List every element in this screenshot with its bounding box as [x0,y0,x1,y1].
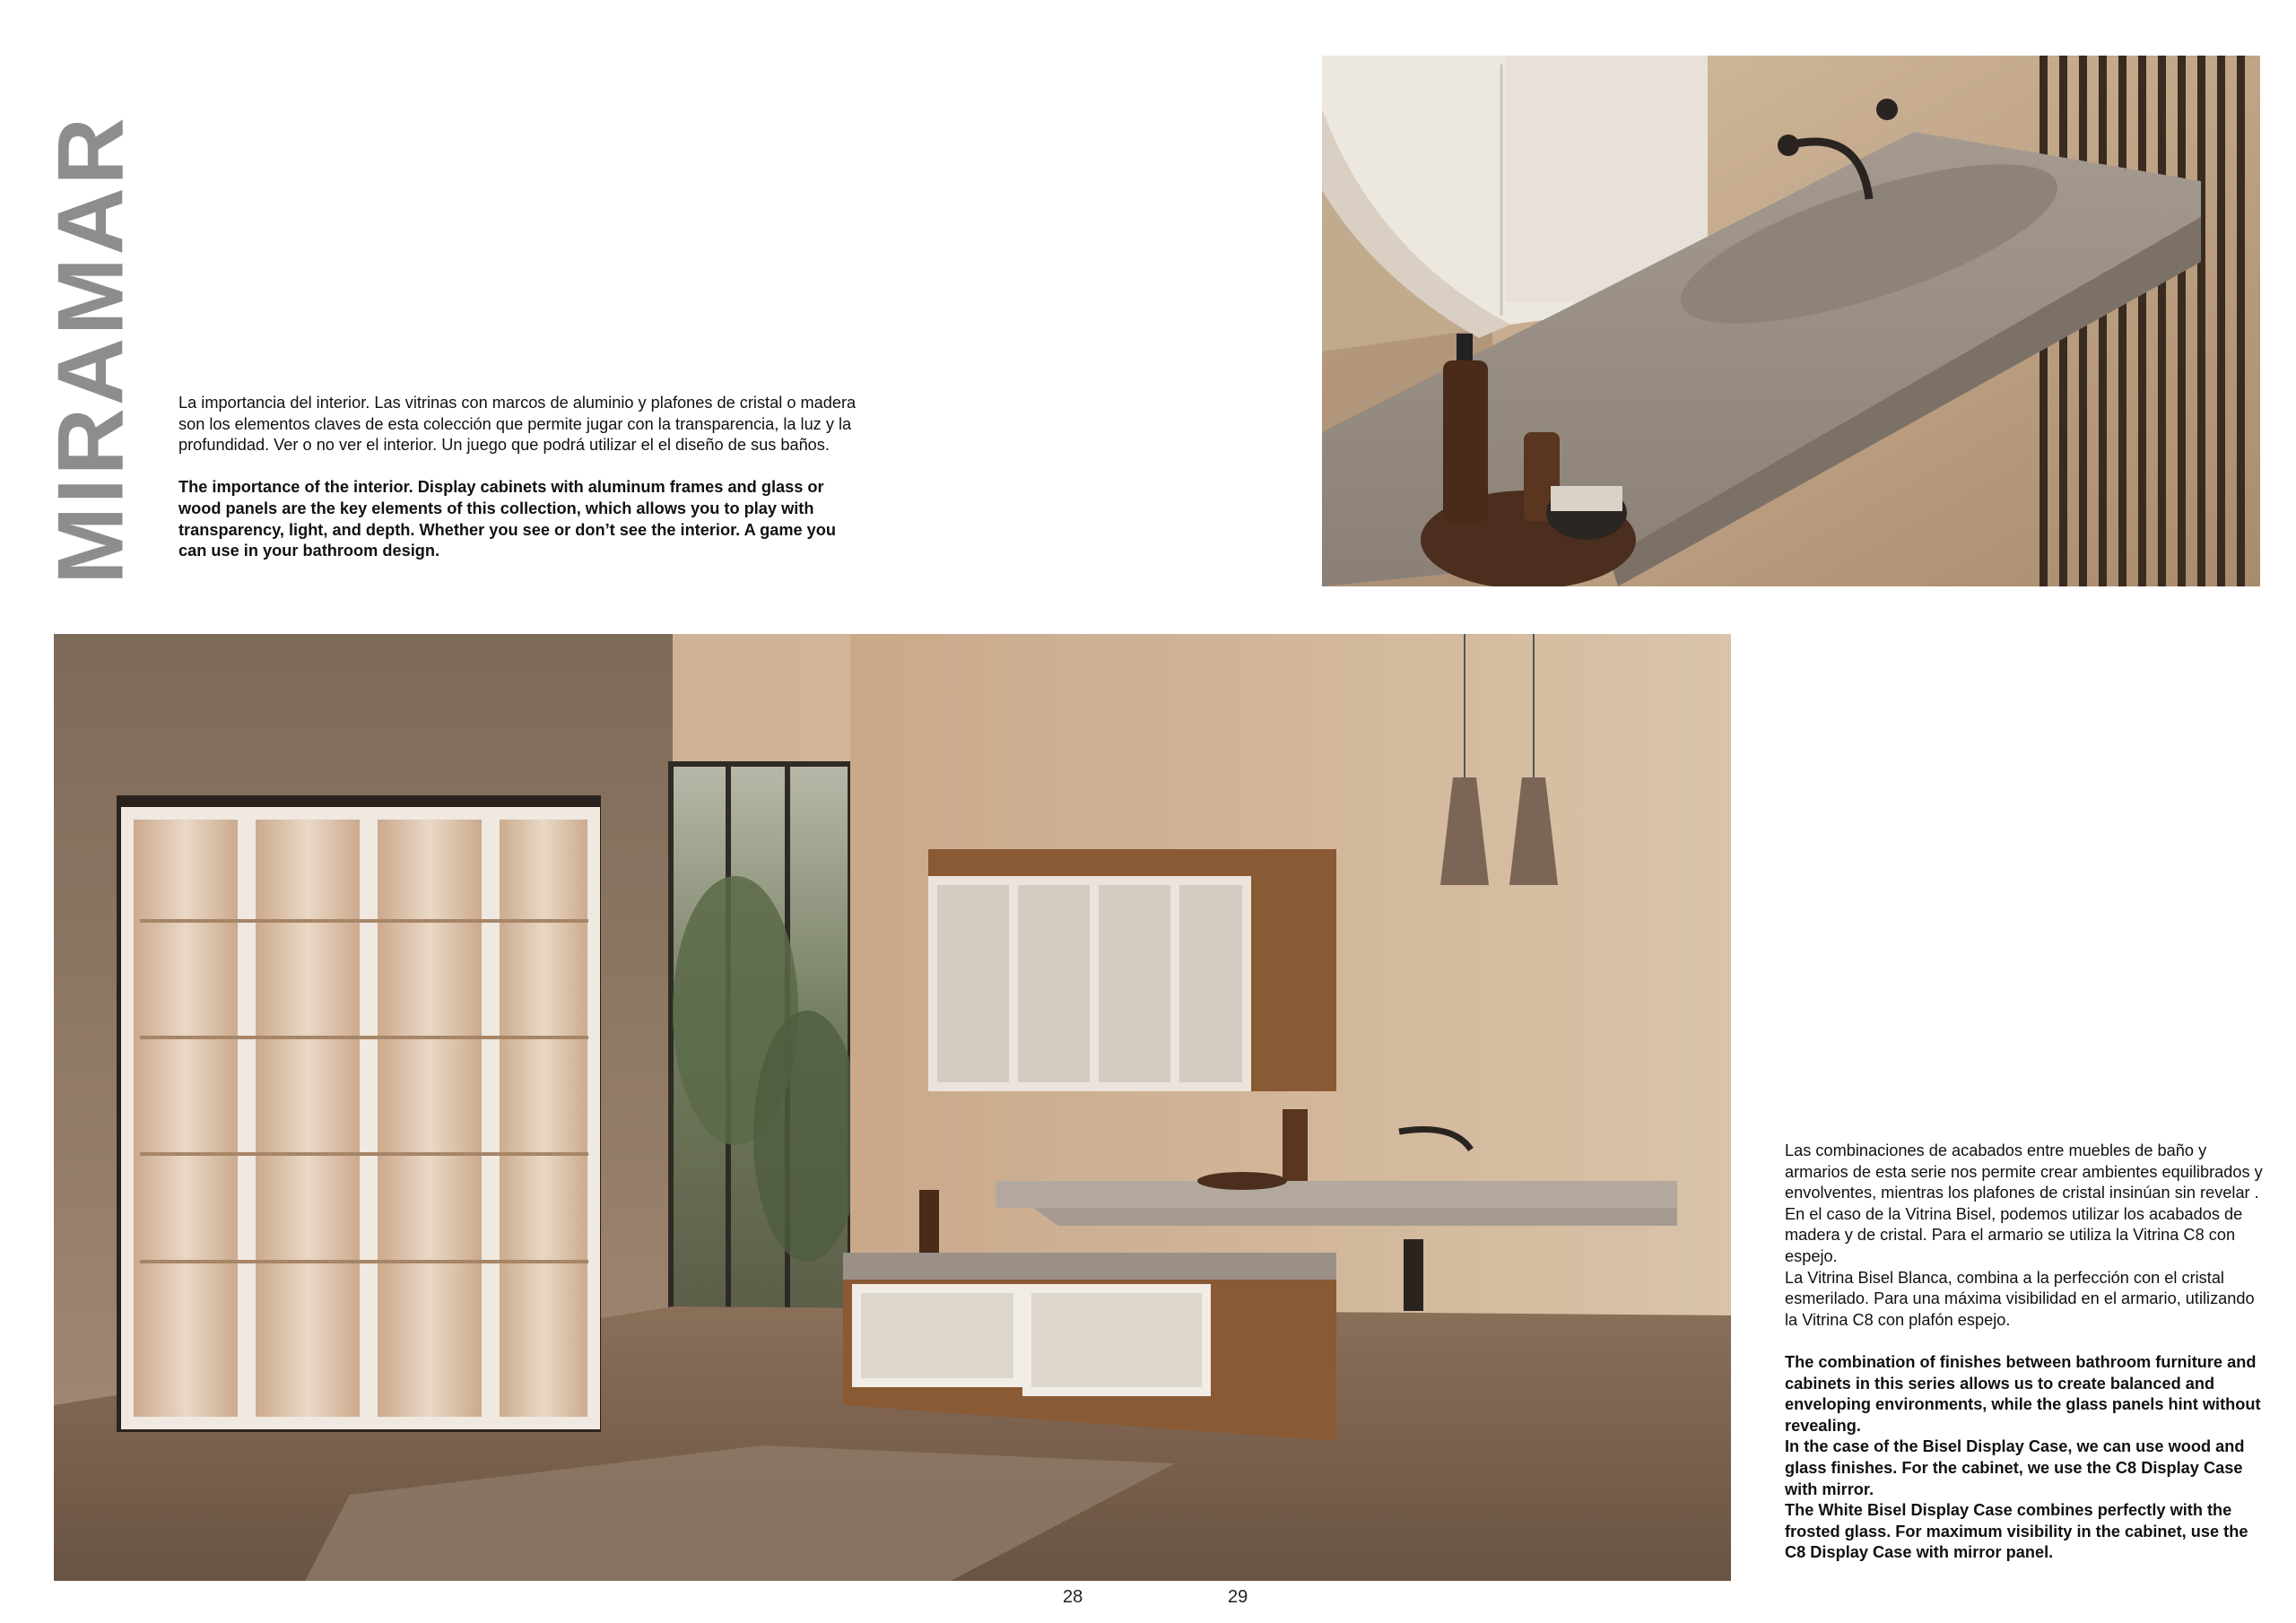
title-text: MIRAMAR [39,115,144,585]
vertical-title [39,115,144,585]
intro-english-paragraph: The importance of the interior. Display cabinets with aluminum frames and glass or wood panels are the key elements of this collection, which allows you to play with transparency, light, and depth. Whether you see or don’t see the interior. A game you can use in your bathroom design. [178,478,837,560]
intro-text-block [178,393,860,562]
side-text-block [1785,1141,2269,1564]
side-english-paragraph-1: The combination of finishes between bathroom furniture and cabinets in this series allows us to create balanced and enveloping environments, while the glass panels hint without revealing. [1785,1352,2261,1435]
washbasin-closeup-photo [1322,56,2260,586]
bathroom-room-photo [54,634,1731,1581]
side-spanish-paragraph-1: Las combinaciones de acabados entre muebles de baño y armarios de esta serie nos permite crear ambientes equilibrados y envolventes, mientras los plafones de cristal insinúan sin revelar . [1785,1141,2263,1202]
side-spanish-paragraph-2: En el caso de la Vitrina Bisel, podemos utilizar los acabados de madera y de cristal. Para el armario se utiliza la Vitrina C8 con espejo. [1785,1204,2243,1265]
side-english-paragraph-3: The White Bisel Display Case combines perfectly with the frosted glass. For maximum visibility in the cabinet, use the C8 Display Case with mirror panel. [1785,1501,2248,1562]
page-number-left: 28 [1063,1587,1083,1607]
page-number-right: 29 [1228,1587,1248,1607]
side-english-paragraph-2: In the case of the Bisel Display Case, we can use wood and glass finishes. For the cabinet, we use the C8 Display Case with mirror. [1785,1437,2245,1498]
side-spanish-paragraph-3: La Vitrina Bisel Blanca, combina a la perfección con el cristal esmerilado. Para una máxima visibilidad en el armario, utilizando la Vitrina C8 con plafón espejo. [1785,1268,2255,1329]
intro-spanish-paragraph: La importancia del interior. Las vitrinas con marcos de aluminio y plafones de cristal o madera son los elementos claves de esta colección que permite jugar con la transparencia, la luz y la profundidad. Ver o no ver el interior. Un juego que podrá utilizar el el diseño de sus baños. [178,394,857,455]
